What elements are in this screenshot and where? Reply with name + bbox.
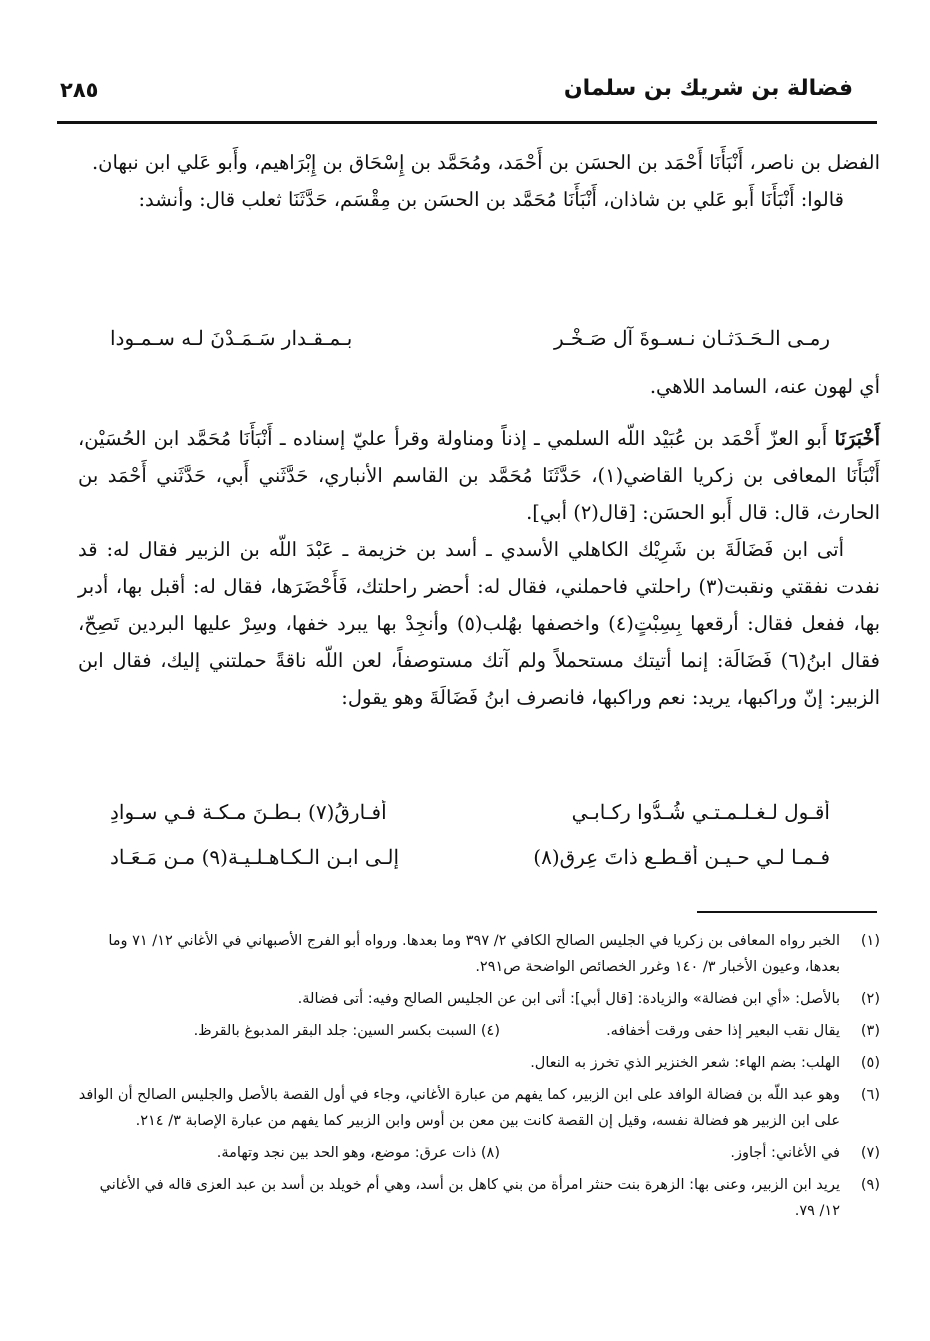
- footnote-number: (٧): [860, 1145, 880, 1161]
- footnote-number: (٩): [860, 1177, 880, 1193]
- verse-2-first-hemistich: أقـول لـغـلـمـتـي شُـدُّوا ركـابـي: [571, 800, 830, 824]
- footnote-number: (٨): [480, 1145, 500, 1161]
- footnote-number: (١): [860, 933, 880, 949]
- footnote-number: (٤): [480, 1023, 500, 1039]
- paragraph-1: الفضل بن ناصر، أَنْبَأَنَا أَحْمَد بن الحسَن بن أَحْمَد، ومُحَمَّد بن إِسْحَاق بن إِبْرَاهيم، وأَبو عَلي ابن نبهان.: [91, 151, 880, 174]
- footnote-6: [78, 1082, 880, 1134]
- verse-3: [110, 845, 830, 883]
- running-header-title: فضالة بن شريك بن سلمان: [563, 76, 853, 101]
- footnote-5: [78, 1050, 880, 1076]
- footnote-divider: [697, 911, 877, 913]
- verse-2-second-hemistich: أفـارقُ(٧) بـطـنَ مـكـة فـي سـوادِ: [110, 800, 387, 824]
- verse-1-second-hemistich: بـمـقـدارٍ سَـمَـدْنَ لـه سـمـودا: [110, 326, 353, 350]
- paragraph-4: [78, 420, 880, 531]
- footnote-7-8: [78, 1140, 880, 1166]
- footnote-text: وهو عبد اللّه بن فضالة الوافد على ابن الزبير، كما يفهم من عبارة الأغاني، وجاء في أول القصة بالأصل والجليس الصالح أن الوافد على ابن الزبير هو فضالة نفسه، وقيل إن القصة كانت بين معن بن أوس وابن الزبير كما يفهم من عبارة الإصابة ٣/ ٢١٤.: [78, 1087, 840, 1129]
- footnote-number: (٢): [860, 991, 880, 1007]
- footnote-9: [78, 1172, 880, 1224]
- footnote-2: [78, 986, 880, 1012]
- verse-2: [110, 800, 830, 838]
- footnote-4: [194, 1018, 500, 1044]
- footnote-7: [730, 1140, 880, 1166]
- footnote-text: السبت بكسر السين: جلد البقر المدبوغ بالقرظ.: [193, 1023, 477, 1039]
- paragraph-4-text: أَبو العزّ أَحْمَد بن عُبَيْد اللّه السلمي ـ إذناً ومناولة وقرأ عليّ إسناده ـ أَنْبَأَنَا مُحَمَّد ابن الحُسَيْن، أَنْبَأَنَا المعافى بن زكريا القاضي(١)، حَدَّثَنَا مُحَمَّد بن القاسم الأنباري، حَدَّثَني أَبي، حَدَّثَني أَحْمَد بن الحارث، قال: قال أَبو الحسَن: [قال(٢) أبي].: [78, 427, 880, 524]
- verse-3-second-hemistich: إلـى ابـن الـكـاهـلـيـة(٩) مـن مَـعَـاد: [110, 845, 400, 869]
- footnote-1: [78, 928, 880, 980]
- paragraph-gloss: [78, 368, 880, 405]
- footnote-text: بالأصل: «أي ابن فضالة» والزيادة: [قال أبي]: أتى ابن عن الجليس الصالح وفيه: أتى فضالة.: [297, 991, 840, 1007]
- verse-3-first-hemistich: فـمـا لـي حـيـن أقـطـع ذاتَ عِرقٍ(٨): [533, 845, 830, 869]
- footnote-text: يريد ابن الزبير، وعنى بها: الزهرة بنت حنثر امرأة من بني كاهل بن أسد، وهي أم خويلد بن أسد بن عبد العزى قاله في الأغاني ١٢/ ٧٩.: [99, 1177, 840, 1219]
- footnote-number: (٣): [860, 1023, 880, 1039]
- verse-1-first-hemistich: رمـى الـحَـدَثـان نـسـوةَ آل صَـخْـرٍ: [554, 326, 830, 350]
- akhbarana-heading: أَخْبَرَنَا: [834, 427, 880, 450]
- paragraph-story: [78, 420, 880, 716]
- paragraph-5: أتى ابن فَضَالَةَ بن شَرِيْك الكاهلي الأسدي ـ أسد بن خزيمة ـ عَبْدَ اللّه بن الزبير فقال له: قد نفدت نفقتي ونقبت(٣) راحلتي فاحملني، فقال له: أحضر راحلتك، فَأَحْضَرَها، فقال له: أقبل بها، أدبر بها، ففعل فقال: أرقعها بِسِبْتٍ(٤) واخصفها بهُلب(٥) وأنجِدْ بها يبرد خفها، وسِرْ عليها البردين تَصِحّ، فقال ابنُ(٦) فَضَالَة: إنما أتيتك مستحملاً ولم آتك مستوصفاً، لعن اللّه ناقةً حملتني إليك، فقال ابن الزبير: إنّ وراكبها، يريد: نعم وراكبها، فانصرف ابنُ فَضَالَةَ وهو يقول:: [78, 538, 880, 709]
- footnote-number: (٥): [860, 1055, 880, 1071]
- footnote-text: ذات عرق: موضع، وهو الحد بين نجد وتهامة.: [216, 1145, 477, 1161]
- verse-1: [110, 326, 830, 364]
- footnote-8: [217, 1140, 500, 1166]
- page-number: ٢٨٥: [60, 78, 99, 102]
- footnotes: [78, 928, 880, 1230]
- footnote-3: [606, 1018, 880, 1044]
- paragraph-3: أي لهون عنه، السامد اللاهي.: [649, 375, 880, 398]
- footnote-text: يقال نقب البعير إذا حفى ورقت أخفافه.: [606, 1023, 840, 1039]
- footnote-text: في الأغاني: أجاوز.: [730, 1145, 840, 1161]
- paragraph-chain: [78, 144, 880, 218]
- footnote-text: الخبر رواه المعافى بن زكريا في الجليس الصالح الكافي ٢/ ٣٩٧ وما بعدها. ورواه أبو الفرج الأصبهاني في الأغاني ١٢/ ٧١ وما بعدها، وعيون الأخبار ٣/ ١٤٠ وغرر الخصائص الواضحة ص٢٩١.: [108, 933, 840, 975]
- paragraph-2: قالوا: أَنْبَأَنَا أَبو عَلي بن شاذان، أَنْبَأَنَا مُحَمَّد بن الحسَن بن مِقْسَم، حَدَّثَنَا ثعلب قال: وأنشد:: [138, 188, 844, 211]
- header-divider: [57, 121, 877, 124]
- footnote-3-4: [78, 1018, 880, 1044]
- footnote-text: الهلب: بضم الهاء: شعر الخنزير الذي تخرز به النعال.: [530, 1055, 840, 1071]
- footnote-number: (٦): [860, 1087, 880, 1103]
